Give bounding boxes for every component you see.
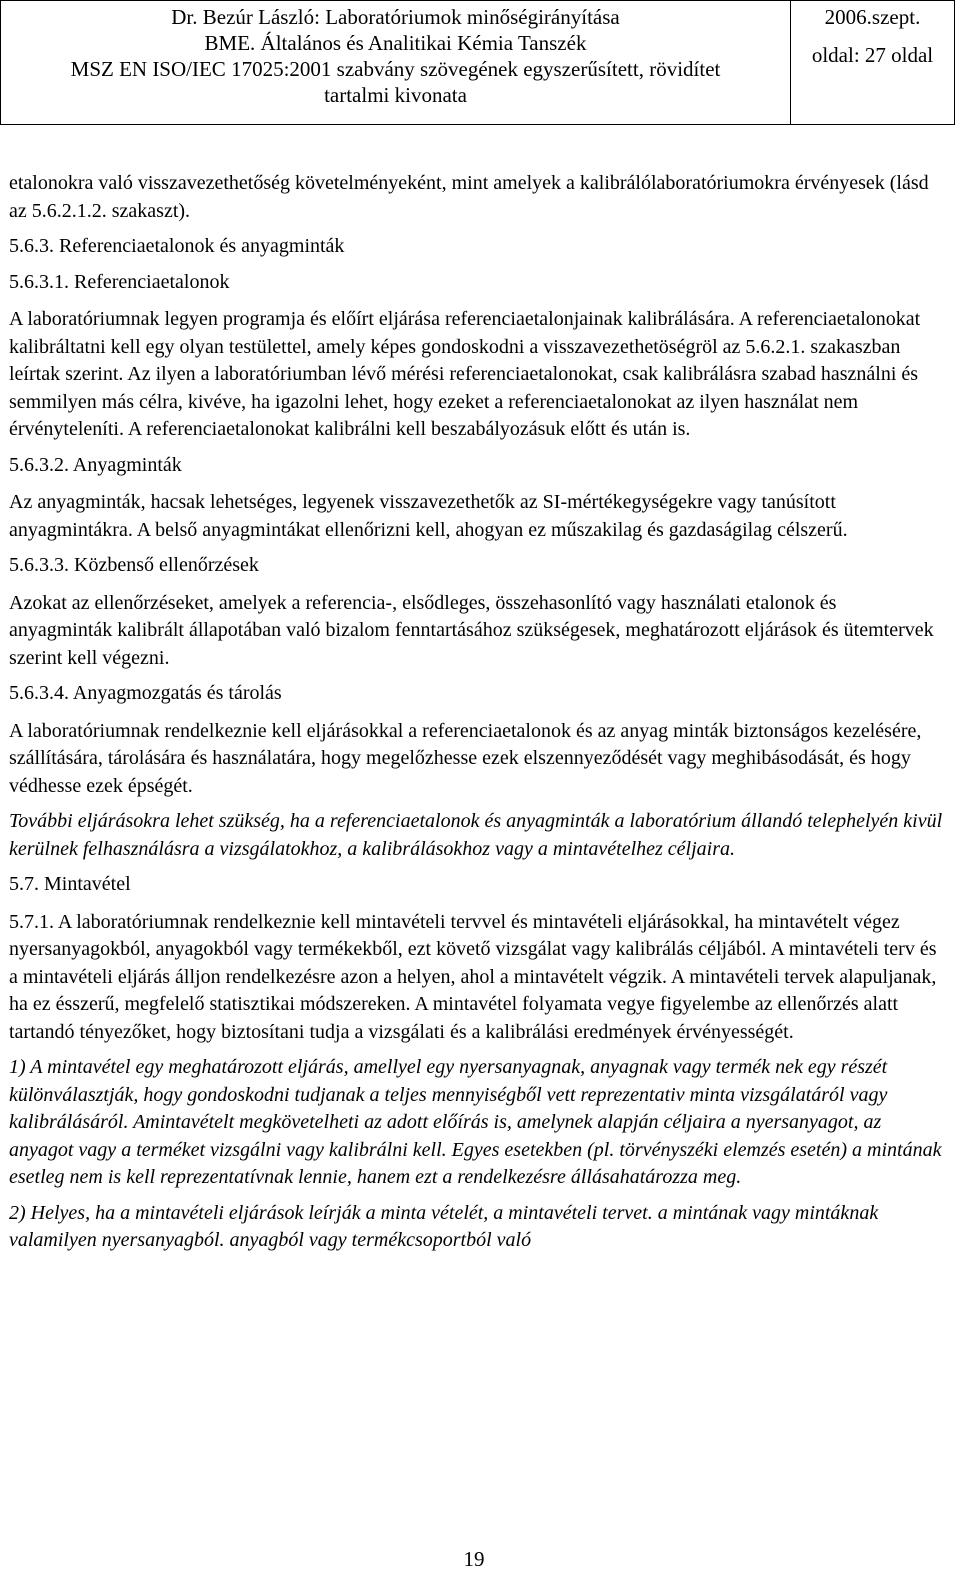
header-author-title: Dr. Bezúr László: Laboratóriumok minőségirányítása <box>171 5 620 29</box>
header-standard-subtitle: tartalmi kivonata <box>324 83 467 107</box>
paragraph-5-6-3-2: Az anyagminták, hacsak lehetséges, legyenek visszavezethetők az SI-mértékegységekre vagy tanúsított anyagmintákra. A belső anyagmintákat ellenőrizni kell, ahogyan ez műszakilag és gazdaságilag célszerű. <box>9 491 848 541</box>
page-content <box>9 170 944 1255</box>
page-header <box>0 0 955 125</box>
paragraph-intro: etalonokra való visszavezethetőség követelményeként, mint amelyek a kalibrálólaboratóriumokra érvényesek (lásd az 5.6.2.1.2. szakaszt). <box>9 172 929 222</box>
header-title-cell <box>1 1 791 124</box>
section-heading-5-6-3-3: 5.6.3.3. Közbenső ellenőrzések <box>9 554 259 576</box>
note-1: 1) A mintavétel egy meghatározott eljárás, amellyel egy nyersanyagnak, anyagnak vagy termék nek egy részét különválasztják, hogy gondoskodni tudjanak a teljes mennyiségből vett reprezentativ minta vizsgálatáról vagy kalibrálásáról. Amintavételt megkövetelheti az adott előírás is, amelynek alapján céljaira a nyersanyagot, az anyagot vagy a terméket vizsgálni vagy kalibrálni kell. Egyes esetekben (pl. törvényszéki elemzés esetén) a mintának esetleg nem is kell reprezentatívnak lennie, hanem ezt a rendelkezésre állásahatározza meg. <box>9 1056 942 1188</box>
paragraph-5-6-3-1: A laboratóriumnak legyen programja és előírt eljárása referenciaetalonjainak kalibrálására. A referenciaetalonokat kalibráltatni kell egy olyan testülettel, amely képes gondoskodni a visszavezethetöségröl az 5.6.2.1. szakaszban leírtak szerint. Az ilyen a laboratóriumban lévő mérési referenciaetalonokat, csak kalibrálásra szabad használni és semmilyen más célra, kivéve, ha igazolni lehet, hogy ezeket a referenciaetalonokat az ilyen használat nem érvényteleníti. A referenciaetalonokat kalibrálni kell beszabályozásuk előtt és után is. <box>9 308 921 440</box>
paragraph-5-6-3-4: A laboratóriumnak rendelkeznie kell eljárásokkal a referenciaetalonok és az anyag minták biztonságos kezelésére, szállítására, tárolására és használatára, hogy megelőzhesse ezek elszennyeződését vagy meghibásodását, és hogy védhesse ezek épségét. <box>9 719 922 797</box>
header-page-info: oldal: 27 oldal <box>811 43 934 67</box>
header-meta-cell <box>791 1 954 124</box>
section-heading-5-7: 5.7. Mintavétel <box>9 873 131 895</box>
header-standard-title: MSZ EN ISO/IEC 17025:2001 szabvány szövegének egyszerűsített, rövidítet <box>70 57 721 81</box>
page-number: 19 <box>463 1547 485 1571</box>
paragraph-5-6-3-3: Azokat az ellenőrzéseket, amelyek a referencia-, elsődleges, összehasonlító vagy használati etalonok és anyagminták kalibrált állapotában való bizalom fenntartásához szükségesek, meghatározott eljárások és ütemtervek szerint kell végezni. <box>9 591 934 669</box>
note-2: 2) Helyes, ha a mintavételi eljárások leírják a minta vételét, a mintavételi tervet. a mintának vagy mintáknak valamilyen nyersanyagból. anyagból vagy termékcsoportból való <box>9 1201 879 1251</box>
paragraph-5-6-3-4-note: További eljárásokra lehet szükség, ha a referenciaetalonok és anyagminták a laboratórium állandó telephelyén kivül kerülnek felhasználásra a vizsgálatokhoz, a kalibrálásokhoz vagy a mintavételhez céljaira. <box>9 810 943 860</box>
header-date: 2006.szept. <box>824 5 921 29</box>
section-heading-5-6-3-1: 5.6.3.1. Referenciaetalonok <box>9 270 230 293</box>
paragraph-5-7-1: 5.7.1. A laboratóriumnak rendelkeznie kell mintavételi tervvel és mintavételi eljárásokkal, ha mintavételt végez nyersanyagokból, anyagokból vagy termékekből, ezt követő vizsgálat vagy kalibrálás céljából. A mintavételi terv és a mintavételi eljárás álljon rendelkezésre azon a helyen, ahol a mintavételt végzik. A mintavételi tervek alapuljanak, ha ez ésszerű, megfelelő statisztikai módszereken. A mintavétel folyamata vegye figyelembe az ellenőrzés alatt tartandó tényezőket, hogy biztosítani tudja a vizsgálati és a kalibrálási eredmények érvényességét. <box>9 910 937 1043</box>
section-heading-5-6-3-4: 5.6.3.4. Anyagmozgatás és tárolás <box>9 682 282 704</box>
section-heading-5-6-3: 5.6.3. Referenciaetalonok és anyagminták <box>9 235 345 257</box>
header-department: BME. Általános és Analitikai Kémia Tanszék <box>204 31 587 55</box>
section-heading-5-6-3-2: 5.6.3.2. Anyagminták <box>9 453 182 476</box>
